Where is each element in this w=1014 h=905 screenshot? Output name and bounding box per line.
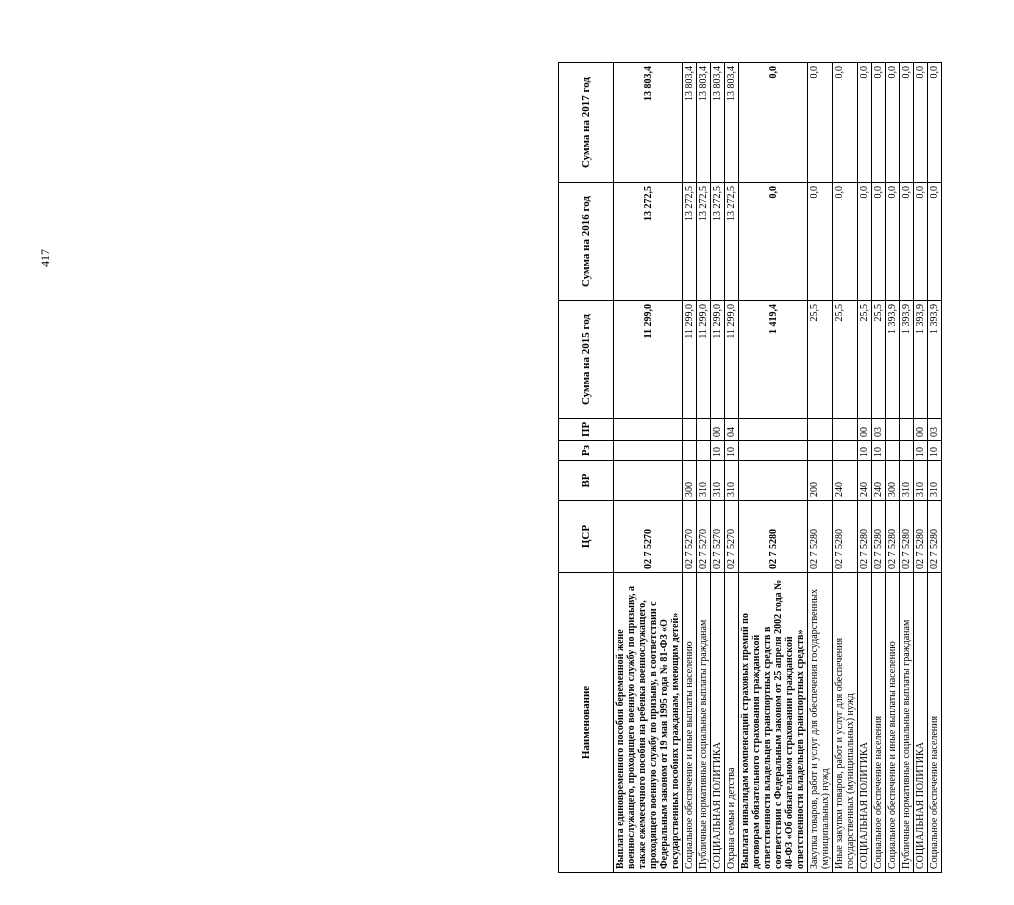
header-pr: ПР bbox=[559, 419, 614, 441]
cell-name: СОЦИАЛЬНАЯ ПОЛИТИКА bbox=[914, 573, 928, 873]
cell-s2016: 0,0 bbox=[928, 183, 942, 301]
cell-s2016: 0,0 bbox=[739, 183, 808, 301]
cell-s2016: 0,0 bbox=[858, 183, 872, 301]
cell-vr: 300 bbox=[683, 461, 697, 501]
table-row bbox=[697, 63, 711, 873]
cell-s2017: 0,0 bbox=[833, 63, 858, 183]
cell-s2016: 0,0 bbox=[900, 183, 914, 301]
table-row bbox=[858, 63, 872, 873]
cell-s2015: 1 419,4 bbox=[739, 301, 808, 419]
cell-name: Социальное обеспечение и иные выплаты населению bbox=[683, 573, 697, 873]
table-row bbox=[914, 63, 928, 873]
table-row bbox=[900, 63, 914, 873]
cell-csr: 02 7 5270 bbox=[697, 501, 711, 573]
cell-name: СОЦИАЛЬНАЯ ПОЛИТИКА bbox=[858, 573, 872, 873]
cell-s2015: 25,5 bbox=[858, 301, 872, 419]
cell-pr bbox=[683, 419, 697, 441]
cell-csr: 02 7 5270 bbox=[711, 501, 725, 573]
cell-vr: 310 bbox=[900, 461, 914, 501]
cell-pr: 04 bbox=[725, 419, 739, 441]
cell-name: Социальное обеспечение и иные выплаты населению bbox=[886, 573, 900, 873]
cell-pr bbox=[739, 419, 808, 441]
cell-name: Публичные нормативные социальные выплаты гражданам bbox=[900, 573, 914, 873]
table-row bbox=[614, 63, 683, 873]
cell-name: Выплата единовременного пособия беременной жене военнослужащего, проходящего военную службу по призыву, а также ежемесячного пособия на ребенка военнослужащего, проходящего военную службу по призыву, в соответствии с Федеральным законом от 19 мая 1995 года № 81-ФЗ «О государственных пособиях гражданам, имеющим детей» bbox=[614, 573, 683, 873]
cell-s2015: 1 393,9 bbox=[928, 301, 942, 419]
cell-rz bbox=[614, 441, 683, 461]
cell-rz bbox=[697, 441, 711, 461]
header-csr: ЦСР bbox=[559, 501, 614, 573]
cell-s2016: 0,0 bbox=[833, 183, 858, 301]
budget-table bbox=[558, 62, 942, 873]
cell-pr: 00 bbox=[914, 419, 928, 441]
cell-s2017: 13 803,4 bbox=[683, 63, 697, 183]
cell-s2017: 0,0 bbox=[872, 63, 886, 183]
header-sum-2017: Сумма на 2017 год bbox=[559, 63, 614, 183]
cell-csr: 02 7 5280 bbox=[808, 501, 833, 573]
cell-csr: 02 7 5280 bbox=[872, 501, 886, 573]
cell-vr: 310 bbox=[725, 461, 739, 501]
cell-s2015: 11 299,0 bbox=[697, 301, 711, 419]
cell-s2016: 0,0 bbox=[914, 183, 928, 301]
cell-vr: 240 bbox=[858, 461, 872, 501]
cell-s2015: 1 393,9 bbox=[914, 301, 928, 419]
cell-s2017: 0,0 bbox=[739, 63, 808, 183]
cell-s2017: 0,0 bbox=[858, 63, 872, 183]
cell-name: Выплата инвалидам компенсаций страховых премий по договорам обязательного страхования гражданской ответственности владельцев транспортных средств в соответствии с Федеральным законом от 25 апреля 2002 года № 40-ФЗ «Об обязательном страховании гражданской ответственности владельцев транспортных средств» bbox=[739, 573, 808, 873]
cell-rz: 10 bbox=[928, 441, 942, 461]
cell-rz bbox=[739, 441, 808, 461]
cell-csr: 02 7 5280 bbox=[914, 501, 928, 573]
header-name: Наименование bbox=[559, 573, 614, 873]
cell-name: Социальное обеспечение населения bbox=[872, 573, 886, 873]
cell-s2017: 13 803,4 bbox=[711, 63, 725, 183]
cell-s2016: 0,0 bbox=[808, 183, 833, 301]
table-row bbox=[872, 63, 886, 873]
cell-pr bbox=[614, 419, 683, 441]
cell-rz bbox=[808, 441, 833, 461]
cell-s2015: 11 299,0 bbox=[725, 301, 739, 419]
cell-pr bbox=[808, 419, 833, 441]
cell-vr: 310 bbox=[914, 461, 928, 501]
cell-pr bbox=[886, 419, 900, 441]
cell-csr: 02 7 5280 bbox=[833, 501, 858, 573]
cell-csr: 02 7 5270 bbox=[683, 501, 697, 573]
cell-s2015: 11 299,0 bbox=[614, 301, 683, 419]
cell-s2017: 13 803,4 bbox=[697, 63, 711, 183]
cell-vr: 300 bbox=[886, 461, 900, 501]
header-row bbox=[559, 63, 614, 873]
table-row bbox=[928, 63, 942, 873]
cell-name: Социальное обеспечение населения bbox=[928, 573, 942, 873]
cell-vr: 200 bbox=[808, 461, 833, 501]
cell-s2017: 13 803,4 bbox=[725, 63, 739, 183]
cell-pr: 03 bbox=[872, 419, 886, 441]
cell-csr: 02 7 5280 bbox=[900, 501, 914, 573]
table-row bbox=[833, 63, 858, 873]
cell-name: Публичные нормативные социальные выплаты гражданам bbox=[697, 573, 711, 873]
cell-pr bbox=[833, 419, 858, 441]
cell-s2017: 0,0 bbox=[914, 63, 928, 183]
cell-rz: 10 bbox=[914, 441, 928, 461]
cell-s2017: 0,0 bbox=[886, 63, 900, 183]
cell-name: Иные закупки товаров, работ и услуг для обеспечения государственных (муниципальных) нужд bbox=[833, 573, 858, 873]
cell-rz: 10 bbox=[725, 441, 739, 461]
cell-s2015: 25,5 bbox=[872, 301, 886, 419]
header-sum-2015: Сумма на 2015 год bbox=[559, 301, 614, 419]
cell-s2017: 0,0 bbox=[928, 63, 942, 183]
header-sum-2016: Сумма на 2016 год bbox=[559, 183, 614, 301]
cell-vr: 240 bbox=[872, 461, 886, 501]
cell-rz: 10 bbox=[872, 441, 886, 461]
cell-rz: 10 bbox=[858, 441, 872, 461]
page-number: 417 bbox=[38, 249, 52, 267]
cell-csr: 02 7 5270 bbox=[614, 501, 683, 573]
cell-csr: 02 7 5280 bbox=[886, 501, 900, 573]
table-row bbox=[886, 63, 900, 873]
cell-rz bbox=[833, 441, 858, 461]
cell-csr: 02 7 5280 bbox=[928, 501, 942, 573]
cell-s2017: 0,0 bbox=[900, 63, 914, 183]
budget-table-container bbox=[558, 63, 1014, 873]
cell-s2015: 1 393,9 bbox=[900, 301, 914, 419]
cell-name: Охрана семьи и детства bbox=[725, 573, 739, 873]
cell-rz bbox=[683, 441, 697, 461]
cell-s2017: 0,0 bbox=[808, 63, 833, 183]
header-vr: ВР bbox=[559, 461, 614, 501]
cell-vr: 310 bbox=[697, 461, 711, 501]
cell-pr bbox=[697, 419, 711, 441]
cell-s2015: 11 299,0 bbox=[711, 301, 725, 419]
cell-name: Закупка товаров, работ и услуг для обеспечения государственных (муниципальных) нужд bbox=[808, 573, 833, 873]
cell-pr: 00 bbox=[711, 419, 725, 441]
cell-s2015: 25,5 bbox=[833, 301, 858, 419]
cell-name: СОЦИАЛЬНАЯ ПОЛИТИКА bbox=[711, 573, 725, 873]
cell-vr: 310 bbox=[928, 461, 942, 501]
cell-s2017: 13 803,4 bbox=[614, 63, 683, 183]
cell-s2016: 0,0 bbox=[872, 183, 886, 301]
cell-s2016: 13 272,5 bbox=[725, 183, 739, 301]
cell-vr: 240 bbox=[833, 461, 858, 501]
table-row bbox=[808, 63, 833, 873]
table-row bbox=[739, 63, 808, 873]
cell-pr bbox=[900, 419, 914, 441]
table-row bbox=[683, 63, 697, 873]
cell-pr: 00 bbox=[858, 419, 872, 441]
cell-rz bbox=[886, 441, 900, 461]
cell-pr: 03 bbox=[928, 419, 942, 441]
cell-s2015: 11 299,0 bbox=[683, 301, 697, 419]
table-row bbox=[711, 63, 725, 873]
cell-s2016: 13 272,5 bbox=[711, 183, 725, 301]
cell-s2016: 13 272,5 bbox=[683, 183, 697, 301]
cell-s2016: 0,0 bbox=[886, 183, 900, 301]
cell-s2015: 25,5 bbox=[808, 301, 833, 419]
table-row bbox=[725, 63, 739, 873]
cell-rz: 10 bbox=[711, 441, 725, 461]
cell-csr: 02 7 5270 bbox=[725, 501, 739, 573]
cell-s2016: 13 272,5 bbox=[697, 183, 711, 301]
cell-vr: 310 bbox=[711, 461, 725, 501]
cell-s2016: 13 272,5 bbox=[614, 183, 683, 301]
cell-vr bbox=[614, 461, 683, 501]
cell-csr: 02 7 5280 bbox=[739, 501, 808, 573]
cell-csr: 02 7 5280 bbox=[858, 501, 872, 573]
cell-rz bbox=[900, 441, 914, 461]
cell-s2015: 1 393,9 bbox=[886, 301, 900, 419]
cell-vr bbox=[739, 461, 808, 501]
header-rz: Рз bbox=[559, 441, 614, 461]
